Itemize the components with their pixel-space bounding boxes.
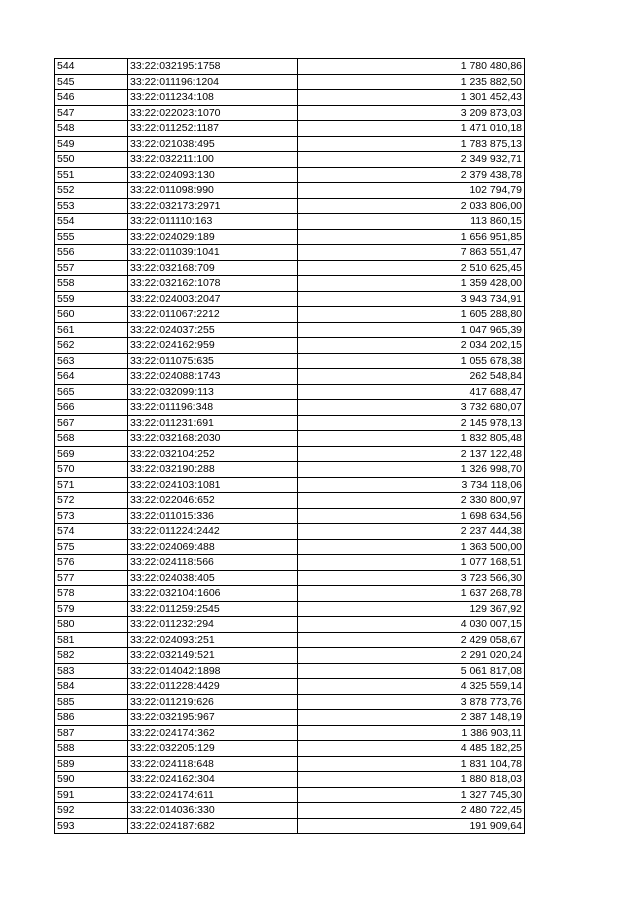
cadastral-value-cell: 2 349 932,71 xyxy=(298,152,525,168)
cadastral-value-cell: 4 325 559,14 xyxy=(298,679,525,695)
cadastral-value-cell: 2 480 722,45 xyxy=(298,803,525,819)
cadastral-number-cell: 33:22:024187:682 xyxy=(128,818,298,834)
row-number-cell: 567 xyxy=(55,415,128,431)
cadastral-value-cell: 262 548,84 xyxy=(298,369,525,385)
row-number-cell: 574 xyxy=(55,524,128,540)
table-row xyxy=(55,415,525,431)
cadastral-value-cell: 1 780 480,86 xyxy=(298,59,525,75)
table-row xyxy=(55,322,525,338)
row-number-cell: 552 xyxy=(55,183,128,199)
cadastral-number-cell: 33:22:024093:251 xyxy=(128,632,298,648)
table-row xyxy=(55,524,525,540)
table-row xyxy=(55,508,525,524)
row-number-cell: 586 xyxy=(55,710,128,726)
table-row xyxy=(55,59,525,75)
cadastral-number-cell: 33:22:014036:330 xyxy=(128,803,298,819)
cadastral-value-cell: 1 326 998,70 xyxy=(298,462,525,478)
row-number-cell: 566 xyxy=(55,400,128,416)
cadastral-number-cell: 33:22:011228:4429 xyxy=(128,679,298,695)
table-row xyxy=(55,663,525,679)
cadastral-number-cell: 33:22:032099:113 xyxy=(128,384,298,400)
row-number-cell: 588 xyxy=(55,741,128,757)
table-row xyxy=(55,756,525,772)
cadastral-number-cell: 33:22:011231:691 xyxy=(128,415,298,431)
row-number-cell: 546 xyxy=(55,90,128,106)
cadastral-value-cell: 1 359 428,00 xyxy=(298,276,525,292)
row-number-cell: 551 xyxy=(55,167,128,183)
table-row xyxy=(55,803,525,819)
cadastral-value-cell: 3 723 566,30 xyxy=(298,570,525,586)
row-number-cell: 578 xyxy=(55,586,128,602)
cadastral-value-cell: 191 909,64 xyxy=(298,818,525,834)
table-row xyxy=(55,787,525,803)
table-row xyxy=(55,601,525,617)
cadastral-value-cell: 1 783 875,13 xyxy=(298,136,525,152)
row-number-cell: 569 xyxy=(55,446,128,462)
table-row xyxy=(55,291,525,307)
table-row xyxy=(55,229,525,245)
table-row xyxy=(55,136,525,152)
table-row xyxy=(55,260,525,276)
cadastral-number-cell: 33:22:011224:2442 xyxy=(128,524,298,540)
row-number-cell: 565 xyxy=(55,384,128,400)
cadastral-value-table xyxy=(54,58,525,834)
cadastral-value-cell: 1 077 168,51 xyxy=(298,555,525,571)
cadastral-value-cell: 2 510 625,45 xyxy=(298,260,525,276)
cadastral-number-cell: 33:22:022023:1070 xyxy=(128,105,298,121)
cadastral-value-cell: 2 291 020,24 xyxy=(298,648,525,664)
cadastral-number-cell: 33:22:011219:626 xyxy=(128,694,298,710)
cadastral-value-cell: 1 386 903,11 xyxy=(298,725,525,741)
cadastral-value-cell: 1 471 010,18 xyxy=(298,121,525,137)
cadastral-value-cell: 1 832 805,48 xyxy=(298,431,525,447)
cadastral-number-cell: 33:22:032168:2030 xyxy=(128,431,298,447)
cadastral-number-cell: 33:22:032211:100 xyxy=(128,152,298,168)
row-number-cell: 563 xyxy=(55,353,128,369)
cadastral-number-cell: 33:22:024038:405 xyxy=(128,570,298,586)
row-number-cell: 544 xyxy=(55,59,128,75)
row-number-cell: 553 xyxy=(55,198,128,214)
row-number-cell: 585 xyxy=(55,694,128,710)
cadastral-value-cell: 1 831 104,78 xyxy=(298,756,525,772)
cadastral-number-cell: 33:22:011259:2545 xyxy=(128,601,298,617)
cadastral-number-cell: 33:22:011015:336 xyxy=(128,508,298,524)
row-number-cell: 547 xyxy=(55,105,128,121)
table-row xyxy=(55,276,525,292)
cadastral-value-cell: 2 330 800,97 xyxy=(298,493,525,509)
cadastral-number-cell: 33:22:024103:1081 xyxy=(128,477,298,493)
cadastral-number-cell: 33:22:032195:1758 xyxy=(128,59,298,75)
cadastral-number-cell: 33:22:024174:611 xyxy=(128,787,298,803)
row-number-cell: 568 xyxy=(55,431,128,447)
row-number-cell: 579 xyxy=(55,601,128,617)
row-number-cell: 562 xyxy=(55,338,128,354)
cadastral-value-cell: 3 878 773,76 xyxy=(298,694,525,710)
table-row xyxy=(55,741,525,757)
cadastral-number-cell: 33:22:011098:990 xyxy=(128,183,298,199)
cadastral-value-cell: 2 145 978,13 xyxy=(298,415,525,431)
cadastral-value-cell: 1 235 882,50 xyxy=(298,74,525,90)
cadastral-number-cell: 33:22:021038:495 xyxy=(128,136,298,152)
cadastral-value-cell: 7 863 551,47 xyxy=(298,245,525,261)
cadastral-number-cell: 33:22:024118:648 xyxy=(128,756,298,772)
row-number-cell: 582 xyxy=(55,648,128,664)
table-row xyxy=(55,617,525,633)
row-number-cell: 591 xyxy=(55,787,128,803)
cadastral-number-cell: 33:22:024069:488 xyxy=(128,539,298,555)
cadastral-value-cell: 4 030 007,15 xyxy=(298,617,525,633)
cadastral-value-cell: 129 367,92 xyxy=(298,601,525,617)
cadastral-value-cell: 417 688,47 xyxy=(298,384,525,400)
table-row xyxy=(55,214,525,230)
cadastral-value-cell: 3 209 873,03 xyxy=(298,105,525,121)
row-number-cell: 580 xyxy=(55,617,128,633)
cadastral-number-cell: 33:22:011110:163 xyxy=(128,214,298,230)
cadastral-number-cell: 33:22:011039:1041 xyxy=(128,245,298,261)
cadastral-value-cell: 1 363 500,00 xyxy=(298,539,525,555)
table-row xyxy=(55,818,525,834)
table-row xyxy=(55,772,525,788)
cadastral-value-cell: 3 734 118,06 xyxy=(298,477,525,493)
row-number-cell: 549 xyxy=(55,136,128,152)
cadastral-number-cell: 33:22:024093:130 xyxy=(128,167,298,183)
row-number-cell: 555 xyxy=(55,229,128,245)
row-number-cell: 581 xyxy=(55,632,128,648)
table-row xyxy=(55,90,525,106)
row-number-cell: 587 xyxy=(55,725,128,741)
table-row xyxy=(55,710,525,726)
cadastral-number-cell: 33:22:011067:2212 xyxy=(128,307,298,323)
cadastral-number-cell: 33:22:024162:959 xyxy=(128,338,298,354)
cadastral-value-cell: 2 237 444,38 xyxy=(298,524,525,540)
table-row xyxy=(55,400,525,416)
table-row xyxy=(55,167,525,183)
row-number-cell: 576 xyxy=(55,555,128,571)
cadastral-number-cell: 33:22:011075:635 xyxy=(128,353,298,369)
cadastral-value-cell: 1 698 634,56 xyxy=(298,508,525,524)
cadastral-number-cell: 33:22:024162:304 xyxy=(128,772,298,788)
table-row xyxy=(55,121,525,137)
table-row xyxy=(55,493,525,509)
table-row xyxy=(55,477,525,493)
table-row xyxy=(55,648,525,664)
cadastral-number-cell: 33:22:032104:1606 xyxy=(128,586,298,602)
cadastral-number-cell: 33:22:024037:255 xyxy=(128,322,298,338)
cadastral-number-cell: 33:22:032173:2971 xyxy=(128,198,298,214)
cadastral-value-cell: 1 055 678,38 xyxy=(298,353,525,369)
cadastral-number-cell: 33:22:011196:1204 xyxy=(128,74,298,90)
cadastral-value-cell: 2 387 148,19 xyxy=(298,710,525,726)
table-row xyxy=(55,353,525,369)
row-number-cell: 557 xyxy=(55,260,128,276)
cadastral-number-cell: 33:22:011234:108 xyxy=(128,90,298,106)
cadastral-value-cell: 1 637 268,78 xyxy=(298,586,525,602)
row-number-cell: 556 xyxy=(55,245,128,261)
cadastral-value-cell: 1 880 818,03 xyxy=(298,772,525,788)
row-number-cell: 583 xyxy=(55,663,128,679)
cadastral-value-cell: 1 656 951,85 xyxy=(298,229,525,245)
cadastral-number-cell: 33:22:032162:1078 xyxy=(128,276,298,292)
table-row xyxy=(55,539,525,555)
table-row xyxy=(55,462,525,478)
cadastral-value-cell: 2 379 438,78 xyxy=(298,167,525,183)
cadastral-value-cell: 2 429 058,67 xyxy=(298,632,525,648)
cadastral-number-cell: 33:22:032168:709 xyxy=(128,260,298,276)
cadastral-number-cell: 33:22:032205:129 xyxy=(128,741,298,757)
table-row xyxy=(55,307,525,323)
table-row xyxy=(55,105,525,121)
cadastral-value-cell: 5 061 817,08 xyxy=(298,663,525,679)
row-number-cell: 548 xyxy=(55,121,128,137)
table-row xyxy=(55,725,525,741)
table-row xyxy=(55,555,525,571)
row-number-cell: 570 xyxy=(55,462,128,478)
table-row xyxy=(55,152,525,168)
cadastral-value-cell: 1 605 288,80 xyxy=(298,307,525,323)
row-number-cell: 559 xyxy=(55,291,128,307)
table-row xyxy=(55,245,525,261)
table-row xyxy=(55,74,525,90)
row-number-cell: 589 xyxy=(55,756,128,772)
cadastral-value-cell: 4 485 182,25 xyxy=(298,741,525,757)
row-number-cell: 550 xyxy=(55,152,128,168)
cadastral-number-cell: 33:22:032104:252 xyxy=(128,446,298,462)
table-row xyxy=(55,338,525,354)
cadastral-number-cell: 33:22:014042:1898 xyxy=(128,663,298,679)
cadastral-number-cell: 33:22:032195:967 xyxy=(128,710,298,726)
cadastral-value-cell: 1 327 745,30 xyxy=(298,787,525,803)
cadastral-value-cell: 2 034 202,15 xyxy=(298,338,525,354)
cadastral-value-cell: 1 301 452,43 xyxy=(298,90,525,106)
cadastral-value-cell: 3 732 680,07 xyxy=(298,400,525,416)
cadastral-number-cell: 33:22:024029:189 xyxy=(128,229,298,245)
row-number-cell: 561 xyxy=(55,322,128,338)
cadastral-value-cell: 102 794,79 xyxy=(298,183,525,199)
table-row xyxy=(55,431,525,447)
cadastral-number-cell: 33:22:024088:1743 xyxy=(128,369,298,385)
row-number-cell: 560 xyxy=(55,307,128,323)
table-body xyxy=(55,59,525,834)
table-row xyxy=(55,369,525,385)
cadastral-number-cell: 33:22:011232:294 xyxy=(128,617,298,633)
cadastral-number-cell: 33:22:011196:348 xyxy=(128,400,298,416)
cadastral-number-cell: 33:22:024118:566 xyxy=(128,555,298,571)
table-row xyxy=(55,198,525,214)
row-number-cell: 584 xyxy=(55,679,128,695)
table-row xyxy=(55,632,525,648)
cadastral-value-cell: 2 137 122,48 xyxy=(298,446,525,462)
table-row xyxy=(55,570,525,586)
row-number-cell: 571 xyxy=(55,477,128,493)
cadastral-number-cell: 33:22:011252:1187 xyxy=(128,121,298,137)
row-number-cell: 573 xyxy=(55,508,128,524)
table-row xyxy=(55,679,525,695)
cadastral-value-cell: 1 047 965,39 xyxy=(298,322,525,338)
row-number-cell: 545 xyxy=(55,74,128,90)
row-number-cell: 577 xyxy=(55,570,128,586)
table-row xyxy=(55,694,525,710)
row-number-cell: 590 xyxy=(55,772,128,788)
table-row xyxy=(55,384,525,400)
row-number-cell: 592 xyxy=(55,803,128,819)
cadastral-value-cell: 113 860,15 xyxy=(298,214,525,230)
table-row xyxy=(55,446,525,462)
table-row xyxy=(55,183,525,199)
table-row xyxy=(55,586,525,602)
row-number-cell: 564 xyxy=(55,369,128,385)
row-number-cell: 593 xyxy=(55,818,128,834)
row-number-cell: 575 xyxy=(55,539,128,555)
row-number-cell: 558 xyxy=(55,276,128,292)
cadastral-number-cell: 33:22:022046:652 xyxy=(128,493,298,509)
row-number-cell: 572 xyxy=(55,493,128,509)
cadastral-number-cell: 33:22:032149:521 xyxy=(128,648,298,664)
row-number-cell: 554 xyxy=(55,214,128,230)
cadastral-number-cell: 33:22:024174:362 xyxy=(128,725,298,741)
cadastral-value-cell: 2 033 806,00 xyxy=(298,198,525,214)
cadastral-value-cell: 3 943 734,91 xyxy=(298,291,525,307)
cadastral-number-cell: 33:22:032190:288 xyxy=(128,462,298,478)
cadastral-number-cell: 33:22:024003:2047 xyxy=(128,291,298,307)
